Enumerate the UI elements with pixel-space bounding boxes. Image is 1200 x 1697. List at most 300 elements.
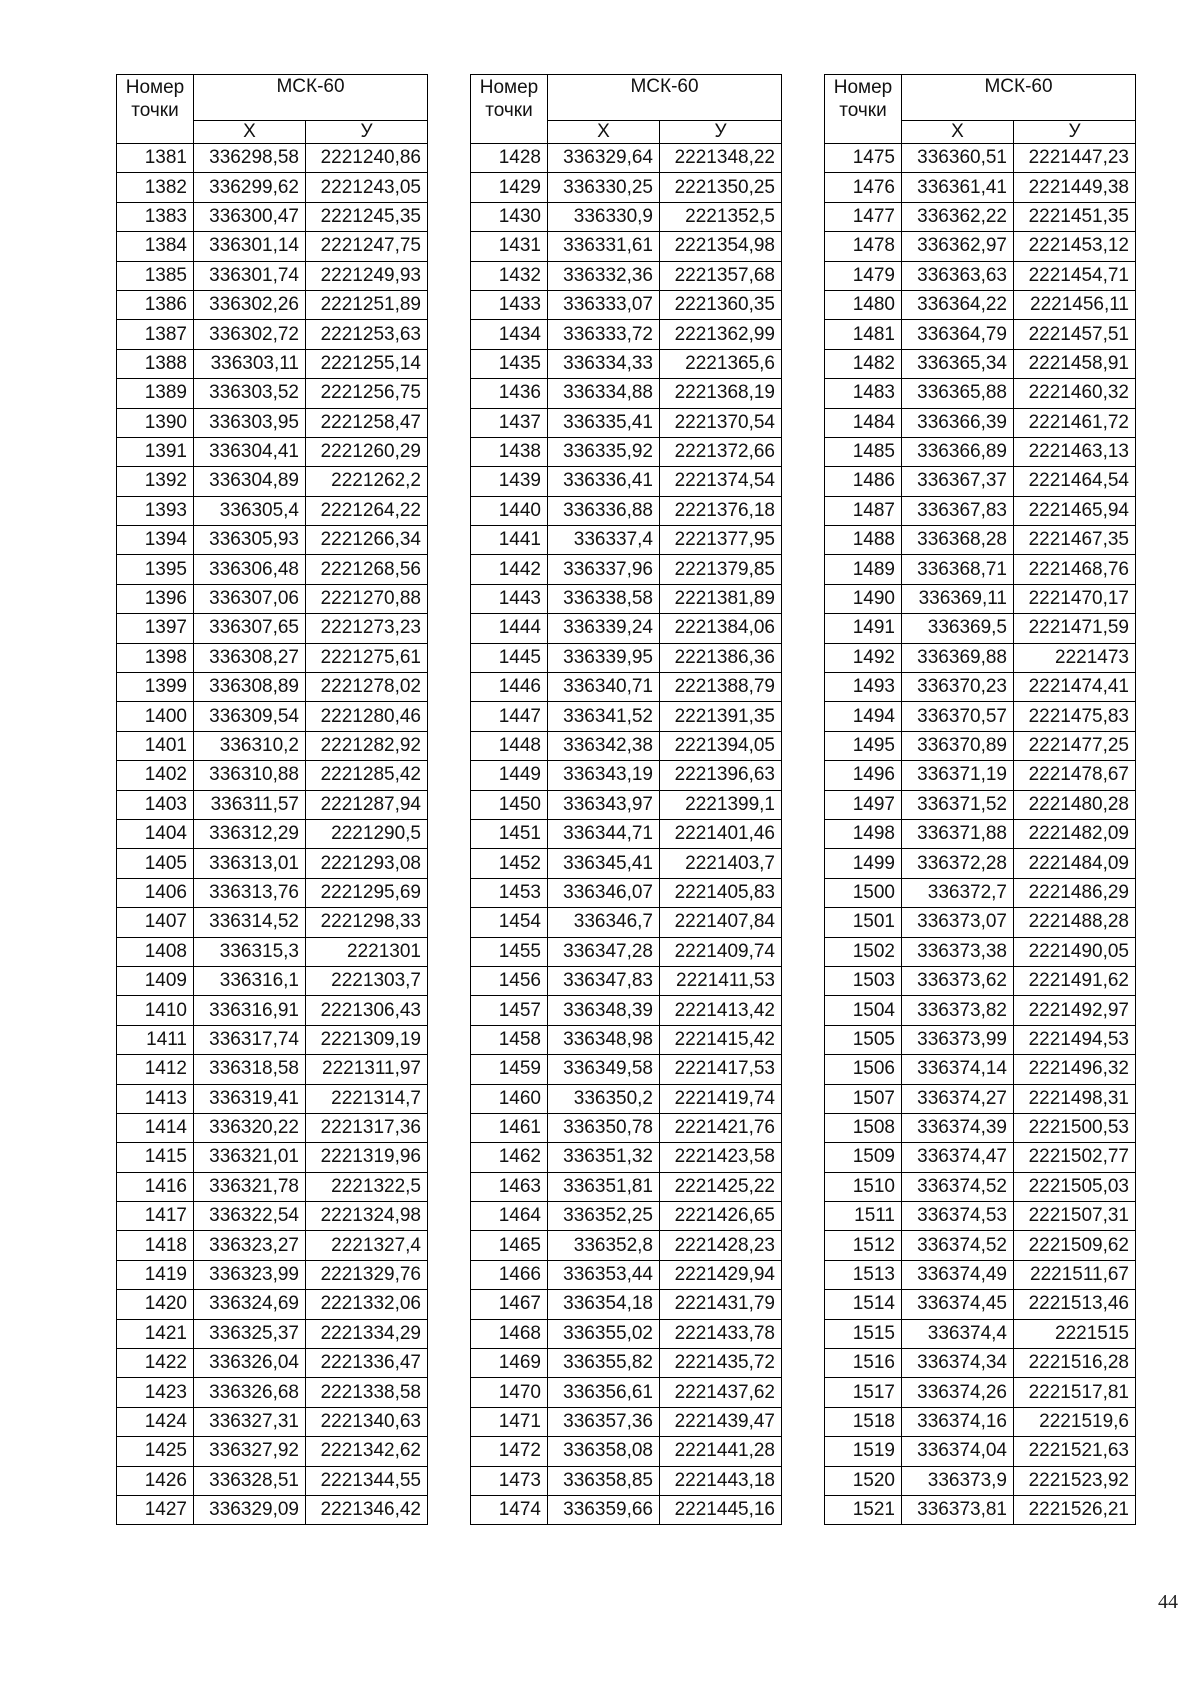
table-row [825,379,1136,408]
y-coordinate-cell: 2221245,35 [306,202,428,231]
table-row [117,232,428,261]
x-coordinate-cell: 336337,4 [548,526,660,555]
x-coordinate-cell: 336371,19 [902,761,1014,790]
point-number-cell: 1388 [117,349,194,378]
table-row [825,966,1136,995]
coordinates-table-3 [824,74,1136,1525]
point-number-cell: 1434 [471,320,548,349]
x-coordinate-cell: 336321,01 [194,1143,306,1172]
point-number-cell: 1516 [825,1349,902,1378]
point-number-cell: 1445 [471,643,548,672]
point-number-cell: 1446 [471,673,548,702]
x-coordinate-cell: 336319,41 [194,1084,306,1113]
x-coordinate-cell: 336343,97 [548,790,660,819]
y-coordinate-cell: 2221486,29 [1014,878,1136,907]
y-coordinate-cell: 2221496,32 [1014,1055,1136,1084]
coordinate-system-header: МСК-60 [548,75,782,121]
x-coordinate-cell: 336374,53 [902,1202,1014,1231]
y-coordinate-cell: 2221324,98 [306,1202,428,1231]
point-number-cell: 1397 [117,614,194,643]
point-number-cell: 1505 [825,1025,902,1054]
y-coordinate-cell: 2221243,05 [306,173,428,202]
x-coordinate-cell: 336342,38 [548,731,660,760]
table-row [825,526,1136,555]
y-coordinate-cell: 2221490,05 [1014,937,1136,966]
point-number-cell: 1387 [117,320,194,349]
y-coordinate-cell: 2221509,62 [1014,1231,1136,1260]
y-coordinate-cell: 2221411,53 [660,966,782,995]
y-coordinate-cell: 2221405,83 [660,878,782,907]
y-coordinate-cell: 2221275,61 [306,643,428,672]
table-row [471,731,782,760]
y-coordinate-cell: 2221338,58 [306,1378,428,1407]
y-coordinate-cell: 2221425,22 [660,1172,782,1201]
x-coordinate-cell: 336326,04 [194,1349,306,1378]
x-coordinate-cell: 336310,88 [194,761,306,790]
table-row [471,643,782,672]
y-coordinate-cell: 2221285,42 [306,761,428,790]
table-row [117,1437,428,1466]
x-coordinate-cell: 336303,11 [194,349,306,378]
x-coordinate-cell: 336346,07 [548,878,660,907]
point-number-cell: 1458 [471,1025,548,1054]
table-row [825,496,1136,525]
point-number-cell: 1491 [825,614,902,643]
table-row [825,261,1136,290]
table-row [117,467,428,496]
table-row [117,202,428,231]
point-number-cell: 1443 [471,584,548,613]
y-coordinate-cell: 2221374,54 [660,467,782,496]
x-coordinate-cell: 336306,48 [194,555,306,584]
table-row [471,144,782,173]
table-row [471,1319,782,1348]
y-coordinate-cell: 2221488,28 [1014,908,1136,937]
y-coordinate-cell: 2221457,51 [1014,320,1136,349]
table-row [825,908,1136,937]
point-number-cell: 1423 [117,1378,194,1407]
table-row [117,408,428,437]
table-row [117,996,428,1025]
point-number-cell: 1393 [117,496,194,525]
point-number-cell: 1482 [825,349,902,378]
y-coordinate-cell: 2221386,36 [660,643,782,672]
y-coordinate-cell: 2221458,91 [1014,349,1136,378]
x-coordinate-cell: 336328,51 [194,1466,306,1495]
table-row [471,1290,782,1319]
x-coordinate-cell: 336343,19 [548,761,660,790]
y-coordinate-cell: 2221482,09 [1014,819,1136,848]
point-number-cell: 1485 [825,437,902,466]
y-coordinate-cell: 2221352,5 [660,202,782,231]
y-coordinate-cell: 2221463,13 [1014,437,1136,466]
point-number-cell: 1431 [471,232,548,261]
y-coordinate-cell: 2221278,02 [306,673,428,702]
y-coordinate-cell: 2221451,35 [1014,202,1136,231]
point-number-cell: 1428 [471,144,548,173]
point-number-cell: 1508 [825,1113,902,1142]
point-number-cell: 1433 [471,290,548,319]
table-row [117,1172,428,1201]
point-number-cell: 1466 [471,1260,548,1289]
point-number-cell: 1452 [471,849,548,878]
table-row [471,966,782,995]
table-row [117,1260,428,1289]
point-number-cell: 1399 [117,673,194,702]
x-coordinate-cell: 336308,27 [194,643,306,672]
point-number-cell: 1420 [117,1290,194,1319]
point-number-cell: 1400 [117,702,194,731]
point-number-cell: 1495 [825,731,902,760]
y-coordinate-cell: 2221477,25 [1014,731,1136,760]
point-number-cell: 1517 [825,1378,902,1407]
x-coordinate-cell: 336374,45 [902,1290,1014,1319]
table-row [117,643,428,672]
x-coordinate-cell: 336333,72 [548,320,660,349]
point-number-cell: 1496 [825,761,902,790]
table-row [471,1172,782,1201]
point-number-cell: 1401 [117,731,194,760]
point-number-cell: 1413 [117,1084,194,1113]
y-coordinate-cell: 2221253,63 [306,320,428,349]
x-coordinate-cell: 336327,31 [194,1407,306,1436]
table-row [471,908,782,937]
point-number-cell: 1447 [471,702,548,731]
x-coordinate-cell: 336339,24 [548,614,660,643]
y-coordinate-cell: 2221417,53 [660,1055,782,1084]
x-coordinate-cell: 336374,34 [902,1349,1014,1378]
point-number-cell: 1462 [471,1143,548,1172]
x-coordinate-cell: 336301,74 [194,261,306,290]
point-number-cell: 1454 [471,908,548,937]
point-number-cell: 1515 [825,1319,902,1348]
y-coordinate-cell: 2221465,94 [1014,496,1136,525]
point-number-cell: 1390 [117,408,194,437]
x-coordinate-cell: 336356,61 [548,1378,660,1407]
y-coordinate-cell: 2221515 [1014,1319,1136,1348]
point-number-cell: 1384 [117,232,194,261]
table-row [825,1349,1136,1378]
x-coordinate-cell: 336373,62 [902,966,1014,995]
point-number-cell: 1405 [117,849,194,878]
table-row [471,1495,782,1524]
table-row [825,673,1136,702]
table-row [471,261,782,290]
x-coordinate-cell: 336363,63 [902,261,1014,290]
table-row [117,526,428,555]
x-coordinate-cell: 336315,3 [194,937,306,966]
point-number-cell: 1500 [825,878,902,907]
point-number-cell: 1425 [117,1437,194,1466]
y-coordinate-cell: 2221407,84 [660,908,782,937]
y-coordinate-cell: 2221523,92 [1014,1466,1136,1495]
y-coordinate-cell: 2221266,34 [306,526,428,555]
table-row [117,908,428,937]
point-number-header: Номер точки [825,75,902,144]
y-coordinate-cell: 2221247,75 [306,232,428,261]
x-coordinate-cell: 336348,98 [548,1025,660,1054]
y-coordinate-cell: 2221273,23 [306,614,428,643]
x-coordinate-cell: 336367,83 [902,496,1014,525]
point-number-cell: 1467 [471,1290,548,1319]
table-row [825,555,1136,584]
point-number-cell: 1503 [825,966,902,995]
point-number-cell: 1418 [117,1231,194,1260]
x-coordinate-cell: 336337,96 [548,555,660,584]
table-row [471,555,782,584]
y-coordinate-cell: 2221332,06 [306,1290,428,1319]
x-coordinate-cell: 336372,7 [902,878,1014,907]
point-number-cell: 1435 [471,349,548,378]
y-coordinate-cell: 2221513,46 [1014,1290,1136,1319]
x-coordinate-cell: 336335,92 [548,437,660,466]
table-row [117,731,428,760]
table-row [825,1143,1136,1172]
x-coordinate-cell: 336323,99 [194,1260,306,1289]
table-row [825,1113,1136,1142]
y-coordinate-cell: 2221360,35 [660,290,782,319]
point-number-cell: 1429 [471,173,548,202]
y-coordinate-cell: 2221258,47 [306,408,428,437]
y-coordinate-cell: 2221428,23 [660,1231,782,1260]
point-number-cell: 1417 [117,1202,194,1231]
table-row [825,1260,1136,1289]
point-number-cell: 1468 [471,1319,548,1348]
x-coordinate-cell: 336373,38 [902,937,1014,966]
table-row [471,1084,782,1113]
x-coordinate-cell: 336338,58 [548,584,660,613]
y-coordinate-cell: 2221419,74 [660,1084,782,1113]
y-header: У [1014,121,1136,144]
table-row [825,731,1136,760]
point-number-cell: 1410 [117,996,194,1025]
point-number-cell: 1392 [117,467,194,496]
y-coordinate-cell: 2221461,72 [1014,408,1136,437]
table-row [117,1025,428,1054]
y-coordinate-cell: 2221521,63 [1014,1437,1136,1466]
table-row [117,584,428,613]
point-number-cell: 1488 [825,526,902,555]
y-header: У [306,121,428,144]
table-row [825,320,1136,349]
table-row [471,673,782,702]
point-number-cell: 1489 [825,555,902,584]
x-coordinate-cell: 336371,88 [902,819,1014,848]
y-coordinate-cell: 2221460,32 [1014,379,1136,408]
x-coordinate-cell: 336351,32 [548,1143,660,1172]
table-row [825,290,1136,319]
table-row [825,232,1136,261]
point-number-cell: 1507 [825,1084,902,1113]
x-coordinate-cell: 336352,25 [548,1202,660,1231]
x-coordinate-cell: 336316,91 [194,996,306,1025]
point-number-cell: 1479 [825,261,902,290]
x-coordinate-cell: 336314,52 [194,908,306,937]
point-number-cell: 1463 [471,1172,548,1201]
point-number-cell: 1469 [471,1349,548,1378]
x-coordinate-cell: 336359,66 [548,1495,660,1524]
y-coordinate-cell: 2221494,53 [1014,1025,1136,1054]
x-coordinate-cell: 336373,9 [902,1466,1014,1495]
point-number-cell: 1409 [117,966,194,995]
x-coordinate-cell: 336373,82 [902,996,1014,1025]
table-row [117,320,428,349]
table-row [471,761,782,790]
x-coordinate-cell: 336355,82 [548,1349,660,1378]
x-coordinate-cell: 336366,39 [902,408,1014,437]
x-coordinate-cell: 336336,41 [548,467,660,496]
y-coordinate-cell: 2221251,89 [306,290,428,319]
x-coordinate-cell: 336374,26 [902,1378,1014,1407]
y-coordinate-cell: 2221293,08 [306,849,428,878]
x-coordinate-cell: 336325,37 [194,1319,306,1348]
point-number-cell: 1492 [825,643,902,672]
table-row [471,437,782,466]
point-number-cell: 1518 [825,1407,902,1436]
point-number-cell: 1381 [117,144,194,173]
x-coordinate-cell: 336305,93 [194,526,306,555]
y-coordinate-cell: 2221421,76 [660,1113,782,1142]
table-row [471,1260,782,1289]
x-coordinate-cell: 336326,68 [194,1378,306,1407]
table-row [825,202,1136,231]
x-coordinate-cell: 336368,28 [902,526,1014,555]
y-coordinate-cell: 2221240,86 [306,144,428,173]
y-coordinate-cell: 2221295,69 [306,878,428,907]
y-coordinate-cell: 2221280,46 [306,702,428,731]
point-number-cell: 1437 [471,408,548,437]
x-coordinate-cell: 336349,58 [548,1055,660,1084]
y-coordinate-cell: 2221264,22 [306,496,428,525]
x-coordinate-cell: 336301,14 [194,232,306,261]
x-coordinate-cell: 336373,81 [902,1495,1014,1524]
table-row [825,467,1136,496]
table-row [117,1055,428,1084]
x-coordinate-cell: 336365,88 [902,379,1014,408]
x-coordinate-cell: 336361,41 [902,173,1014,202]
y-coordinate-cell: 2221443,18 [660,1466,782,1495]
table-row [471,202,782,231]
table-row [117,173,428,202]
table-row [117,673,428,702]
x-coordinate-cell: 336327,92 [194,1437,306,1466]
x-header: Х [194,121,306,144]
y-coordinate-cell: 2221255,14 [306,349,428,378]
x-coordinate-cell: 336362,97 [902,232,1014,261]
y-header: У [660,121,782,144]
x-coordinate-cell: 336303,52 [194,379,306,408]
table-row [825,1055,1136,1084]
table-row [117,1495,428,1524]
point-number-cell: 1430 [471,202,548,231]
y-coordinate-cell: 2221329,76 [306,1260,428,1289]
table-row [825,1378,1136,1407]
point-number-cell: 1396 [117,584,194,613]
table-row [471,290,782,319]
point-number-cell: 1442 [471,555,548,584]
table-row [825,702,1136,731]
x-coordinate-cell: 336351,81 [548,1172,660,1201]
y-coordinate-cell: 2221445,16 [660,1495,782,1524]
point-number-cell: 1476 [825,173,902,202]
y-coordinate-cell: 2221519,6 [1014,1407,1136,1436]
y-coordinate-cell: 2221391,35 [660,702,782,731]
table-row [471,614,782,643]
x-coordinate-cell: 336355,02 [548,1319,660,1348]
point-number-cell: 1450 [471,790,548,819]
y-coordinate-cell: 2221319,96 [306,1143,428,1172]
y-coordinate-cell: 2221298,33 [306,908,428,937]
table-row [825,1290,1136,1319]
x-coordinate-cell: 336374,49 [902,1260,1014,1289]
point-number-cell: 1391 [117,437,194,466]
point-number-cell: 1403 [117,790,194,819]
table-row [471,996,782,1025]
table-row [825,408,1136,437]
y-coordinate-cell: 2221357,68 [660,261,782,290]
point-number-header: Номер точки [117,75,194,144]
table-row [117,1349,428,1378]
point-number-cell: 1498 [825,819,902,848]
y-coordinate-cell: 2221270,88 [306,584,428,613]
table-body [471,144,782,1525]
y-coordinate-cell: 2221346,42 [306,1495,428,1524]
point-number-cell: 1504 [825,996,902,1025]
table-body [825,144,1136,1525]
x-coordinate-cell: 336302,26 [194,290,306,319]
x-coordinate-cell: 336298,58 [194,144,306,173]
y-coordinate-cell: 2221362,99 [660,320,782,349]
x-coordinate-cell: 336369,88 [902,643,1014,672]
point-number-cell: 1444 [471,614,548,643]
x-coordinate-cell: 336320,22 [194,1113,306,1142]
table-row [471,379,782,408]
y-coordinate-cell: 2221467,35 [1014,526,1136,555]
table-row [825,1084,1136,1113]
point-number-cell: 1459 [471,1055,548,1084]
point-number-cell: 1493 [825,673,902,702]
y-coordinate-cell: 2221453,12 [1014,232,1136,261]
x-coordinate-cell: 336364,22 [902,290,1014,319]
x-coordinate-cell: 336367,37 [902,467,1014,496]
y-coordinate-cell: 2221376,18 [660,496,782,525]
x-coordinate-cell: 336323,27 [194,1231,306,1260]
x-coordinate-cell: 336329,64 [548,144,660,173]
x-coordinate-cell: 336344,71 [548,819,660,848]
y-coordinate-cell: 2221384,06 [660,614,782,643]
point-number-cell: 1426 [117,1466,194,1495]
point-number-cell: 1472 [471,1437,548,1466]
y-coordinate-cell: 2221344,55 [306,1466,428,1495]
table-row [471,819,782,848]
x-coordinate-cell: 336364,79 [902,320,1014,349]
x-coordinate-cell: 336366,89 [902,437,1014,466]
x-coordinate-cell: 336329,09 [194,1495,306,1524]
y-coordinate-cell: 2221342,62 [306,1437,428,1466]
y-coordinate-cell: 2221464,54 [1014,467,1136,496]
y-coordinate-cell: 2221388,79 [660,673,782,702]
y-coordinate-cell: 2221314,7 [306,1084,428,1113]
table-row [825,1437,1136,1466]
point-number-cell: 1422 [117,1349,194,1378]
y-coordinate-cell: 2221475,83 [1014,702,1136,731]
point-number-cell: 1506 [825,1055,902,1084]
point-number-cell: 1465 [471,1231,548,1260]
table-row [117,261,428,290]
y-coordinate-cell: 2221350,25 [660,173,782,202]
x-coordinate-cell: 336300,47 [194,202,306,231]
y-coordinate-cell: 2221478,67 [1014,761,1136,790]
